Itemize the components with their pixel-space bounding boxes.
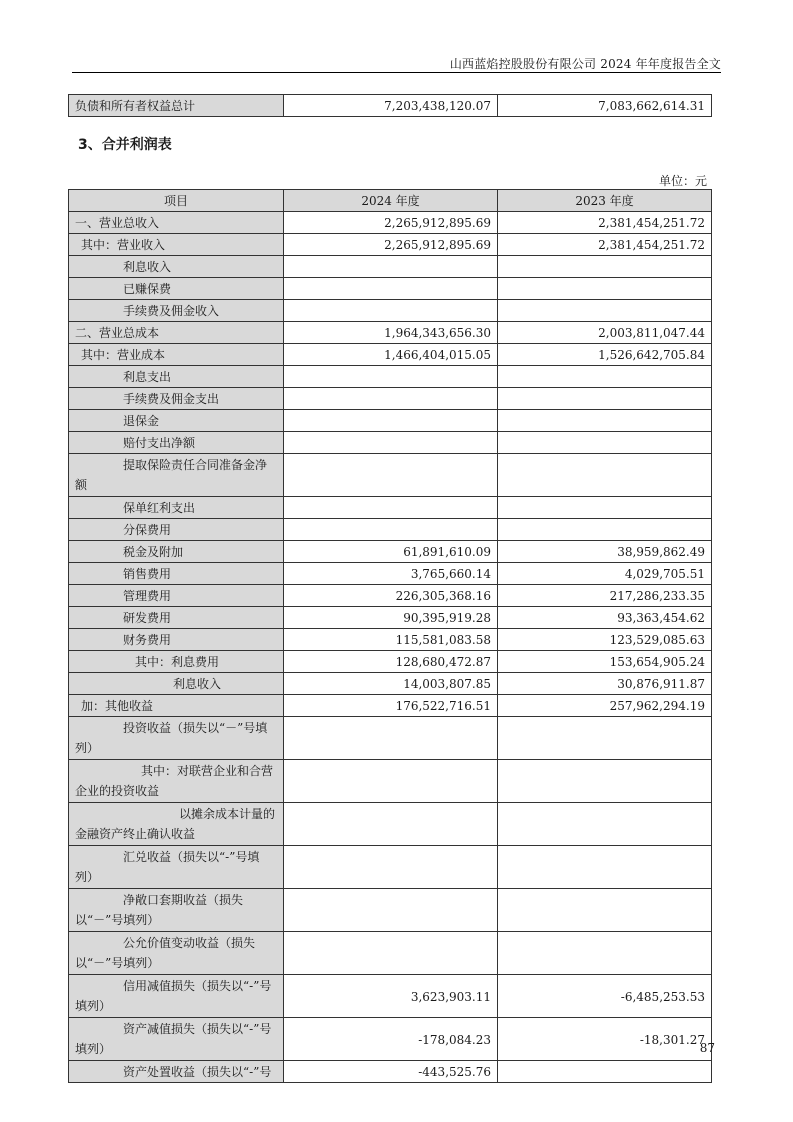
row-label: 利息收入 — [69, 256, 284, 278]
value-2023: 123,529,085.63 — [498, 629, 712, 651]
table-row — [69, 889, 712, 932]
table-row — [69, 846, 712, 889]
report-header-title: 山西蓝焰控股股份有限公司 2024 年年度报告全文 — [449, 57, 721, 71]
value-2023: 93,363,454.62 — [498, 607, 712, 629]
table-header-row — [69, 190, 712, 212]
table-row — [69, 234, 712, 256]
row-label: 其中：利息费用 — [69, 651, 284, 673]
table-row — [69, 344, 712, 366]
section-title: 3、合并利润表 — [78, 137, 172, 153]
value-2024: 2,265,912,895.69 — [284, 212, 498, 234]
row-label: 一、营业总收入 — [69, 212, 284, 234]
table-row — [69, 366, 712, 388]
table-row — [69, 432, 712, 454]
value-2024 — [284, 760, 498, 803]
value-2024 — [284, 366, 498, 388]
value-2023: 30,876,911.87 — [498, 673, 712, 695]
value-2023 — [498, 497, 712, 519]
table-row — [69, 585, 712, 607]
value-2023 — [498, 803, 712, 846]
row-label: 提取保险责任合同准备金净额 — [69, 454, 284, 497]
value-2024: 128,680,472.87 — [284, 651, 498, 673]
table-row — [69, 497, 712, 519]
value-2023 — [498, 846, 712, 889]
row-label: 加：其他收益 — [69, 695, 284, 717]
value-2024 — [284, 717, 498, 760]
unit-label: 单位：元 — [658, 174, 707, 188]
value-2024 — [284, 432, 498, 454]
value-2024 — [284, 410, 498, 432]
value-2023: -6,485,253.53 — [498, 975, 712, 1018]
value-2023 — [498, 454, 712, 497]
table-row — [69, 95, 712, 117]
row-label: 其中：营业收入 — [69, 234, 284, 256]
row-label: 赔付支出净额 — [69, 432, 284, 454]
value-2023: 38,959,862.49 — [498, 541, 712, 563]
column-header-2024: 2024 年度 — [284, 190, 498, 212]
row-label: 手续费及佣金支出 — [69, 388, 284, 410]
value-2024: 3,623,903.11 — [284, 975, 498, 1018]
table-row — [69, 454, 712, 497]
value-2024 — [284, 497, 498, 519]
row-label: 退保金 — [69, 410, 284, 432]
value-2024 — [284, 932, 498, 975]
value-2023 — [498, 256, 712, 278]
table-row — [69, 256, 712, 278]
table-row — [69, 1061, 712, 1083]
value-2024 — [284, 889, 498, 932]
value-2023: 217,286,233.35 — [498, 585, 712, 607]
value-2023: 2,003,811,047.44 — [498, 322, 712, 344]
table-row — [69, 651, 712, 673]
value-2024: -443,525.76 — [284, 1061, 498, 1083]
value-2024 — [284, 846, 498, 889]
value-2024 — [284, 803, 498, 846]
value-2023 — [498, 388, 712, 410]
balance-total-table — [68, 94, 712, 117]
table-row — [69, 760, 712, 803]
table-row — [69, 300, 712, 322]
row-label: 财务费用 — [69, 629, 284, 651]
value-2024: 3,765,660.14 — [284, 563, 498, 585]
table-row — [69, 410, 712, 432]
table-row — [69, 932, 712, 975]
table-row — [69, 673, 712, 695]
value-2023 — [498, 760, 712, 803]
value-2024: 2,265,912,895.69 — [284, 234, 498, 256]
column-header-2023: 2023 年度 — [498, 190, 712, 212]
value-2024 — [284, 256, 498, 278]
value-2023: 1,526,642,705.84 — [498, 344, 712, 366]
value-2024 — [284, 388, 498, 410]
value-2023: 2,381,454,251.72 — [498, 212, 712, 234]
table-row — [69, 519, 712, 541]
table-row — [69, 607, 712, 629]
value-2023 — [498, 366, 712, 388]
value-2024: 115,581,083.58 — [284, 629, 498, 651]
row-label: 销售费用 — [69, 563, 284, 585]
row-label: 保单红利支出 — [69, 497, 284, 519]
column-header-item: 项目 — [69, 190, 284, 212]
page-number: 87 — [699, 1041, 715, 1055]
value-2024: 1,466,404,015.05 — [284, 344, 498, 366]
table-row — [69, 563, 712, 585]
row-label: 以摊余成本计量的金融资产终止确认收益 — [69, 803, 284, 846]
value-2023 — [498, 410, 712, 432]
value-2023: 153,654,905.24 — [498, 651, 712, 673]
row-label: 分保费用 — [69, 519, 284, 541]
value-2024 — [284, 278, 498, 300]
row-label: 利息收入 — [69, 673, 284, 695]
table-row — [69, 803, 712, 846]
income-statement-table — [68, 189, 712, 1083]
value-2024: 226,305,368.16 — [284, 585, 498, 607]
row-label: 其中：营业成本 — [69, 344, 284, 366]
value-2023 — [498, 519, 712, 541]
row-label: 二、营业总成本 — [69, 322, 284, 344]
value-2023: 257,962,294.19 — [498, 695, 712, 717]
table-row — [69, 322, 712, 344]
table-row — [69, 388, 712, 410]
table-row — [69, 541, 712, 563]
row-label: 资产处置收益（损失以“-”号 — [69, 1061, 284, 1083]
row-label: 利息支出 — [69, 366, 284, 388]
row-label: 投资收益（损失以“－”号填列） — [69, 717, 284, 760]
table-row — [69, 695, 712, 717]
value-2023 — [498, 932, 712, 975]
table-row — [69, 629, 712, 651]
value-2023 — [498, 300, 712, 322]
row-label: 汇兑收益（损失以“-”号填列） — [69, 846, 284, 889]
row-label: 负债和所有者权益总计 — [69, 95, 284, 117]
row-label: 资产减值损失（损失以“-”号填列） — [69, 1018, 284, 1061]
table-row — [69, 278, 712, 300]
row-label: 已赚保费 — [69, 278, 284, 300]
row-label: 研发费用 — [69, 607, 284, 629]
value-2024: 61,891,610.09 — [284, 541, 498, 563]
table-row — [69, 717, 712, 760]
row-label: 手续费及佣金收入 — [69, 300, 284, 322]
row-label: 信用减值损失（损失以“-”号填列） — [69, 975, 284, 1018]
value-2023: 4,029,705.51 — [498, 563, 712, 585]
table-row — [69, 1018, 712, 1061]
table-row — [69, 212, 712, 234]
row-label: 税金及附加 — [69, 541, 284, 563]
value-2024: 176,522,716.51 — [284, 695, 498, 717]
value-2024: 14,003,807.85 — [284, 673, 498, 695]
row-label: 净敞口套期收益（损失以“－”号填列） — [69, 889, 284, 932]
value-2023 — [498, 1061, 712, 1083]
row-label: 管理费用 — [69, 585, 284, 607]
row-label: 其中：对联营企业和合营企业的投资收益 — [69, 760, 284, 803]
value-2024 — [284, 519, 498, 541]
table-row — [69, 975, 712, 1018]
value-2024 — [284, 454, 498, 497]
value-2024: 7,203,438,120.07 — [284, 95, 498, 117]
header-rule — [72, 72, 721, 73]
row-label: 公允价值变动收益（损失以“－”号填列） — [69, 932, 284, 975]
value-2023 — [498, 717, 712, 760]
value-2023 — [498, 278, 712, 300]
value-2023: 7,083,662,614.31 — [498, 95, 712, 117]
value-2023: 2,381,454,251.72 — [498, 234, 712, 256]
value-2024: 1,964,343,656.30 — [284, 322, 498, 344]
value-2024 — [284, 300, 498, 322]
value-2023 — [498, 432, 712, 454]
value-2023 — [498, 889, 712, 932]
value-2024: 90,395,919.28 — [284, 607, 498, 629]
value-2023: -18,301.27 — [498, 1018, 712, 1061]
value-2024: -178,084.23 — [284, 1018, 498, 1061]
